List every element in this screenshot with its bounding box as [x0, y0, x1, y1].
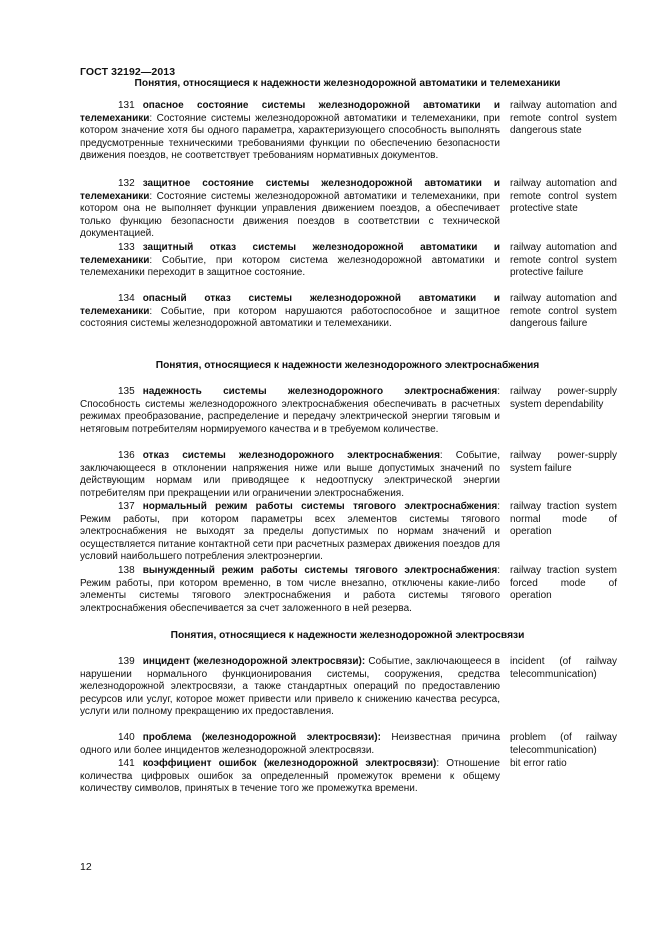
term-name: отказ системы железнодорожного электроснабжения: [142, 450, 440, 461]
term-entry-135: [80, 386, 617, 436]
term-entry-141: [80, 758, 617, 796]
term-name: вынужденный режим работы системы тягового электроснабжения: [142, 565, 498, 576]
english-equivalent: incident (of railway telecommunication): [510, 656, 617, 680]
definition-text: : Событие, заключающееся в отклонении напряжения ниже или выше допустимых значений по действующим нормам или приводящее к недоотпуску электрической энергии потребителям при прекращении или ограничении электроснабжения.: [80, 450, 500, 499]
term-number: 141: [118, 758, 135, 769]
section-title-telecommunication: Понятия, относящиеся к надежности железнодорожной электросвязи: [170, 630, 525, 641]
definition-text: : Событие, при котором нарушаются работоспособное и защитное состояния системы железнодорожной автоматики и телемеханики.: [80, 305, 500, 330]
term-entry-138: [80, 565, 617, 615]
definition-text: : Режим работы, при котором временно, в том числе внезапно, отключены какие-либо элементы системы тягового электроснабжения и работа системы тягового электроснабжения обеспечивается за счет заложенного в ней резерва.: [80, 565, 500, 614]
term-entry-134: [80, 293, 617, 331]
term-entry-137: [80, 501, 617, 564]
english-equivalent: problem (of railway telecommunication): [510, 732, 617, 756]
term-entry-140: [80, 732, 617, 757]
term-number: 139: [118, 656, 135, 667]
term-number: 136: [118, 450, 135, 461]
term-definition: [80, 501, 500, 564]
definition-text: : Способность системы железнодорожного электроснабжения обеспечивать в расчетных режимах преобразование, распределение и передачу электрической энергии тяговым и нетяговым потребителям нормируемого качества и в требуемом количестве.: [80, 386, 500, 435]
definition-text: : Событие, при котором система железнодорожной автоматики и телемеханики переходит в защитное состояние.: [80, 254, 500, 279]
term-definition: [80, 100, 500, 163]
definition-text: : Отношение количества цифровых ошибок за определенный промежуток времени к общему количеству символов, принятых в течение того же промежутка времени.: [80, 758, 500, 795]
term-name: опасный отказ системы железнодорожной автоматики и телемеханики: [80, 293, 500, 317]
section-title-power-supply: Понятия, относящиеся к надежности железнодорожного электроснабжения: [155, 360, 540, 371]
page-number: 12: [80, 861, 92, 873]
english-equivalent: railway automation and remote control system dangerous state: [510, 100, 617, 137]
english-equivalent: railway traction system normal mode of operation: [510, 501, 617, 538]
term-number: 138: [118, 565, 135, 576]
term-definition: [80, 386, 500, 436]
term-name: коэффициент ошибок (железнодорожной электросвязи): [142, 758, 437, 769]
english-equivalent: railway traction system forced mode of operation: [510, 565, 617, 602]
english-equivalent: railway automation and remote control system protective failure: [510, 242, 617, 279]
term-definition: [80, 732, 500, 757]
definition-text: Неизвестная причина одного или более инцидентов железнодорожной электросвязи.: [80, 732, 501, 756]
term-number: 134: [118, 293, 135, 304]
standard-header: ГОСТ 32192—2013: [80, 66, 176, 78]
english-equivalent: railway automation and remote control system dangerous failure: [510, 293, 617, 330]
section-title-automation: Понятия, относящиеся к надежности железнодорожной автоматики и телемеханики: [134, 78, 561, 89]
term-definition: [80, 450, 500, 500]
term-name: проблема (железнодорожной электросвязи):: [142, 732, 381, 743]
term-number: 140: [118, 732, 135, 743]
term-name: защитное состояние системы железнодорожной автоматики и телемеханики: [80, 178, 500, 202]
term-definition: [80, 242, 500, 280]
term-name: нормальный режим работы системы тягового электроснабжения: [142, 501, 498, 512]
term-number: 131: [118, 100, 135, 111]
definition-text: : Состояние системы железнодорожной автоматики и телемеханики, при котором она не выполняет функции управления движением поездов, а обеспечивает только функцию безопасности движения поездов в соответствии с технической документацией.: [80, 190, 500, 240]
english-equivalent: railway power-supply system dependability: [510, 386, 617, 410]
term-number: 133: [118, 242, 135, 253]
term-entry-133: [80, 242, 617, 280]
term-definition: [80, 758, 500, 796]
term-name: защитный отказ системы железнодорожной автоматики и телемеханики: [80, 242, 500, 266]
term-entry-132: [80, 178, 617, 241]
term-number: 137: [118, 501, 135, 512]
term-name: опасное состояние системы железнодорожной автоматики и телемеханики: [80, 100, 500, 124]
term-name: инцидент (железнодорожной электросвязи):: [142, 656, 366, 667]
term-definition: [80, 178, 500, 241]
term-entry-131: [80, 100, 617, 163]
term-number: 132: [118, 178, 135, 189]
term-definition: [80, 656, 500, 719]
term-entry-136: [80, 450, 617, 500]
definition-text: : Состояние системы железнодорожной автоматики и телемеханики, при котором значение хотя бы одного параметра, характеризующего способность выполнять предусмотренные техническими требованиями функции по обеспечению безопасности движения поездов, не соответствует требованиям нормативных документов.: [80, 112, 500, 162]
definition-text: : Режим работы, при котором параметры всех элементов системы тягового электроснабжения не выходят за пределы допустимых по нормам значений и осуществляется питание контактной сети при расчетных размерах движения поездов для условий наибольшего потребления электроэнергии.: [80, 501, 500, 563]
term-entry-139: [80, 656, 617, 719]
term-definition: [80, 293, 500, 331]
term-definition: [80, 565, 500, 615]
english-equivalent: railway power-supply system failure: [510, 450, 617, 474]
english-equivalent: railway automation and remote control system protective state: [510, 178, 617, 215]
term-number: 135: [118, 386, 135, 397]
definition-text: Событие, заключающееся в нарушении нормального функционирования системы, сооружения, средства железнодорожной электросвязи, а также стандартных операций по предоставлению ресурсов или услуг, которое может привести или привело к снижению качества ресурса, услуги или полному прекращению их предоставления.: [80, 656, 500, 718]
term-name: надежность системы железнодорожного электроснабжения: [142, 386, 498, 397]
english-equivalent: bit error ratio: [510, 758, 567, 769]
